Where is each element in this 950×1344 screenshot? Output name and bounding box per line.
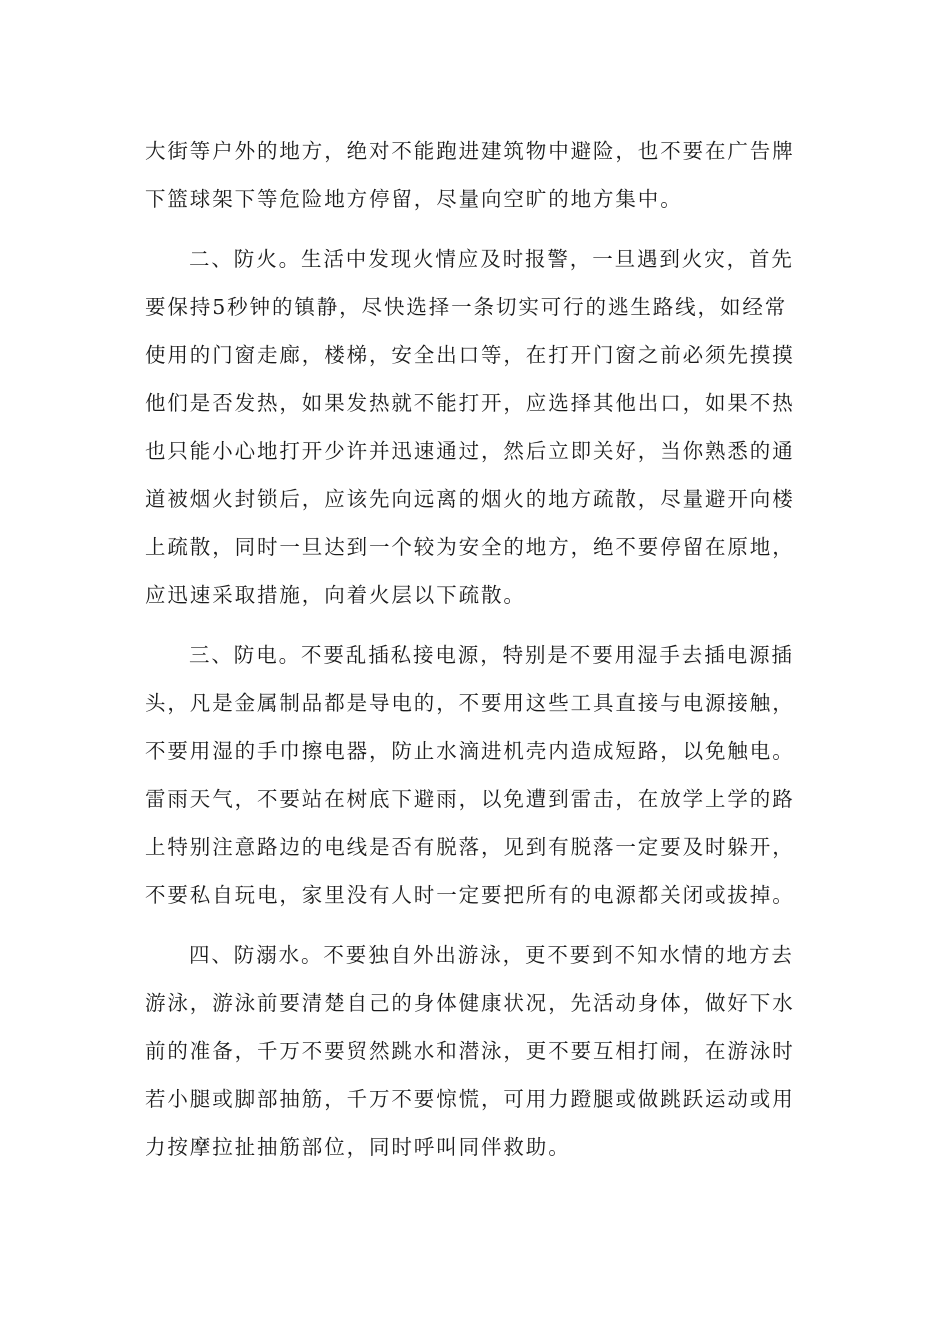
text-line: 上疏散，同时一旦达到一个较为安全的地方，绝不要停留在原地， bbox=[145, 535, 795, 559]
text-line: 游泳，游泳前要清楚自己的身体健康状况，先活动身体，做好下水 bbox=[145, 991, 795, 1015]
paragraph-earthquake-continued bbox=[145, 127, 805, 223]
text-line: 应迅速采取措施，向着火层以下疏散。 bbox=[145, 583, 526, 607]
text-line: 不要私自玩电，家里没有人时一定要把所有的电源都关闭或拔掉。 bbox=[145, 883, 795, 907]
paragraph-fire-prevention bbox=[145, 235, 805, 619]
text-line: 道被烟火封锁后，应该先向远离的烟火的地方疏散，尽量避开向楼 bbox=[145, 487, 795, 511]
text-line: 二、防火。生活中发现火情应及时报警，一旦遇到火灾，首先 bbox=[189, 247, 794, 271]
paragraph-electricity-safety bbox=[145, 631, 805, 919]
text-line: 上特别注意路边的电线是否有脱落，见到有脱落一定要及时躲开， bbox=[145, 835, 795, 859]
text-line: 三、防电。不要乱插私接电源，特别是不要用湿手去插电源插 bbox=[189, 643, 794, 667]
text-line: 下篮球架下等危险地方停留，尽量向空旷的地方集中。 bbox=[145, 187, 683, 211]
text-line: 头，凡是金属制品都是导电的，不要用这些工具直接与电源接触， bbox=[145, 691, 795, 715]
text-line: 若小腿或脚部抽筋，千万不要惊慌，可用力蹬腿或做跳跃运动或用 bbox=[145, 1087, 795, 1111]
text-line: 要保持5秒钟的镇静，尽快选择一条切实可行的逃生路线，如经常 bbox=[145, 295, 788, 319]
text-line: 雷雨天气，不要站在树底下避雨，以免遭到雷击，在放学上学的路 bbox=[145, 787, 795, 811]
text-line: 前的准备，千万不要贸然跳水和潜泳，更不要互相打闹，在游泳时 bbox=[145, 1039, 795, 1063]
document-body bbox=[145, 127, 805, 1183]
text-line: 大街等户外的地方，绝对不能跑进建筑物中避险，也不要在广告牌 bbox=[145, 139, 795, 163]
text-line: 也只能小心地打开少许并迅速通过，然后立即关好，当你熟悉的通 bbox=[145, 439, 795, 463]
text-line: 四、防溺水。不要独自外出游泳，更不要到不知水情的地方去 bbox=[189, 943, 794, 967]
text-line: 他们是否发热，如果发热就不能打开，应选择其他出口，如果不热 bbox=[145, 391, 795, 415]
text-line: 力按摩拉扯抽筋部位，同时呼叫同伴救助。 bbox=[145, 1135, 571, 1159]
text-line: 使用的门窗走廊，楼梯，安全出口等，在打开门窗之前必须先摸摸 bbox=[145, 343, 795, 367]
text-line: 不要用湿的手巾擦电器，防止水滴进机壳内造成短路，以免触电。 bbox=[145, 739, 795, 763]
paragraph-drowning-prevention bbox=[145, 931, 805, 1171]
